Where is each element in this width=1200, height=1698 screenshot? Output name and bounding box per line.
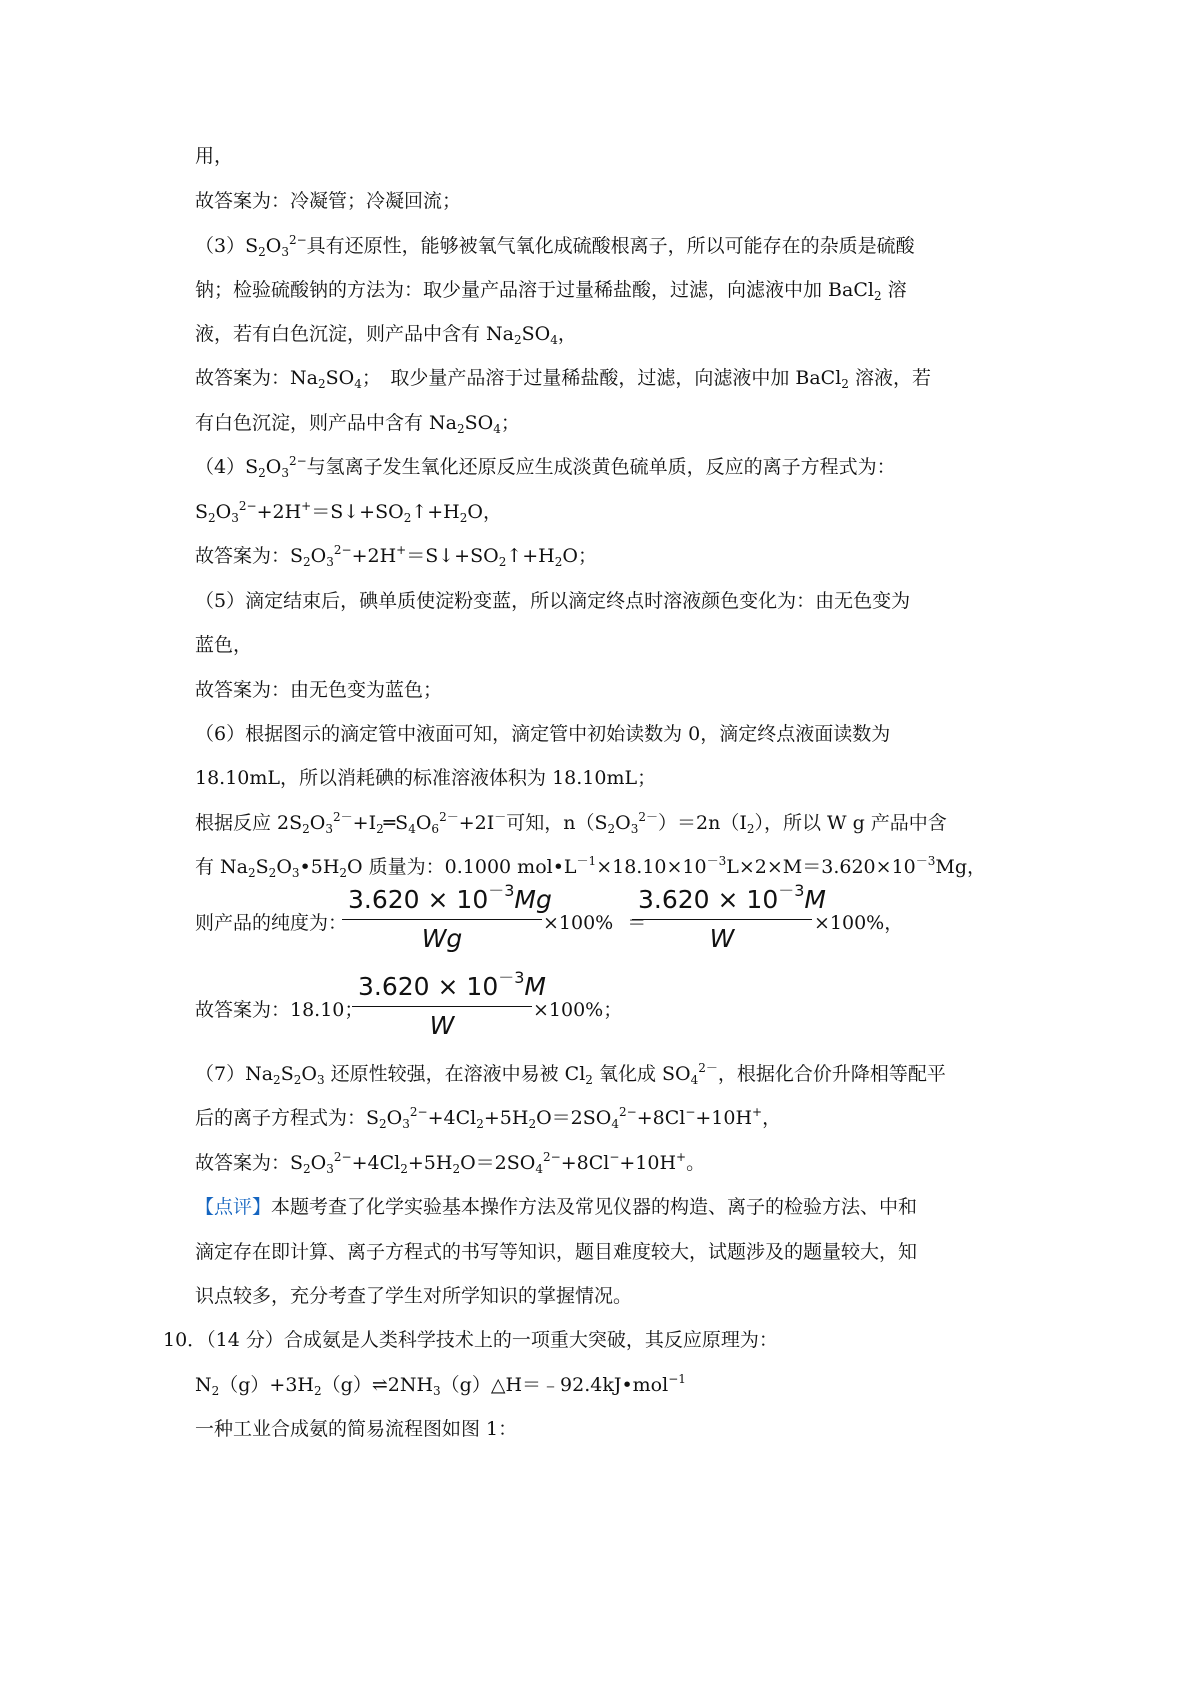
answer-line: 故答案为：$Na_2SO_4$； 取少量产品溶于过量稀盐酸，过滤，向滤液中加 BaCl$_2$ 溶液，若 [195,367,931,391]
text-line: ×100%； [533,999,623,1021]
equation-line: 根据反应 $2S_2O_3^{2-}+I_2═S_4O_6^{2-}+2I^-$可知，$n(S_2O_3^{2-})=2n(I_2)$，所以 W g 产品中含 [195,810,947,836]
equation-line: 有 $Na_2S_2O_3•5H_2O$ 质量为：0.1000 $mol•L^{-1}\times 18.10\times 10^{-3}L\times 2\times M=3.620\times 10^{-3}Mg$， [195,854,987,880]
fraction-numerator: $3.620 \times 10^{-3}M$ [352,972,532,1007]
answer-line: 故答案为：18.10； [195,999,364,1021]
text-line: 有白色沉淀，则产品中含有 $Na_2SO_4$； [195,412,520,436]
text-line: 一种工业合成氨的简易流程图如图 1： [195,1418,518,1440]
fraction-denominator: Wg [421,924,463,953]
fraction-denominator: W [429,1011,455,1040]
text: 故答案为：冷凝管；冷凝回流； [195,190,462,212]
fraction [352,968,546,1041]
fraction [342,881,552,954]
question-heading: 10．（14 分）合成氨是人类科学技术上的一项重大突破，其反应原理为： [163,1329,778,1351]
text-line: 识点较多，充分考查了学生对所学知识的掌握情况。 [195,1285,633,1307]
answer-line: 故答案为：由无色变为蓝色； [195,679,443,701]
answer-line: 故答案为：$S_2O_3^{2-}+2H^+=S↓+SO_2↑+H_2O$； [195,543,597,569]
equation-line: $N_2(g)+3H_2(g)\rightleftharpoons 2NH_3(g)\triangle H=﹣92.4kJ•mol^{-1}$ [195,1372,686,1398]
equation-line: 后的离子方程式为：$S_2O_3^{2-}+4Cl_2+5H_2O=2SO_4^{2-}+8Cl^-+10H^+$， [195,1105,782,1131]
comment-tag: 【点评】 [195,1196,272,1218]
answer-line [195,188,461,214]
text: 用， [195,145,234,167]
text-line [195,143,233,169]
fraction-numerator: $3.620 \times 10^{-3}M$ [632,885,812,920]
fraction-numerator: $3.620 \times 10^{-3}Mg$ [342,885,542,920]
fraction [632,881,826,954]
text-line: （6）根据图示的滴定管中液面可知，滴定管中初始读数为 0，滴定终点液面读数为 [195,723,891,745]
text-line: ×100% ＝ [543,912,647,934]
text-line: $(7)Na_2S_2O_3$ 还原性较强，在溶液中易被 $Cl_2$ 氧化成 $SO_4^{2-}$，根据化合价升降相等配平 [195,1061,946,1087]
comment-line: 【点评】本题考查了化学实验基本操作方法及常见仪器的构造、离子的检验方法、中和 [195,1196,918,1218]
text-line: 滴定存在即计算、离子方程式的书写等知识，题目难度较大，试题涉及的题量较大，知 [195,1241,918,1263]
text-line: （5）滴定结束后，碘单质使淀粉变蓝，所以滴定终点时溶液颜色变化为：由无色变为 [195,590,911,612]
text-line: 18.10mL，所以消耗碘的标准溶液体积为 18.10mL； [195,767,657,789]
text-line: 蓝色， [195,634,253,656]
text-line: 钠；检验硫酸钠的方法为：取少量产品溶于过量稀盐酸，过滤，向滤液中加 BaCl$_2$ 溶 [195,279,907,303]
text-line: ×100%， [814,912,904,934]
answer-line: 故答案为：$S_2O_3^{2-}+4Cl_2+5H_2O=2SO_4^{2-}+8Cl^-+10H^+$。 [195,1150,706,1176]
text-line: $(4)S_2O_3^{2-}$与氢离子发生氧化还原反应生成淡黄色硫单质，反应的离子方程式为： [195,454,896,480]
text-line: 则产品的纯度为： [195,912,348,934]
text-line: 液，若有白色沉淀，则产品中含有 $Na_2SO_4$， [195,323,577,347]
text-line: $(3)S_2O_3^{2-}$具有还原性，能够被氧气氧化成硫酸根离子，所以可能存在的杂质是硫酸 [195,233,915,259]
equation-line: $S_2O_3^{2-}+2H^+=S↓+SO_2↑+H_2O$， [195,499,502,525]
fraction-denominator: W [709,924,735,953]
